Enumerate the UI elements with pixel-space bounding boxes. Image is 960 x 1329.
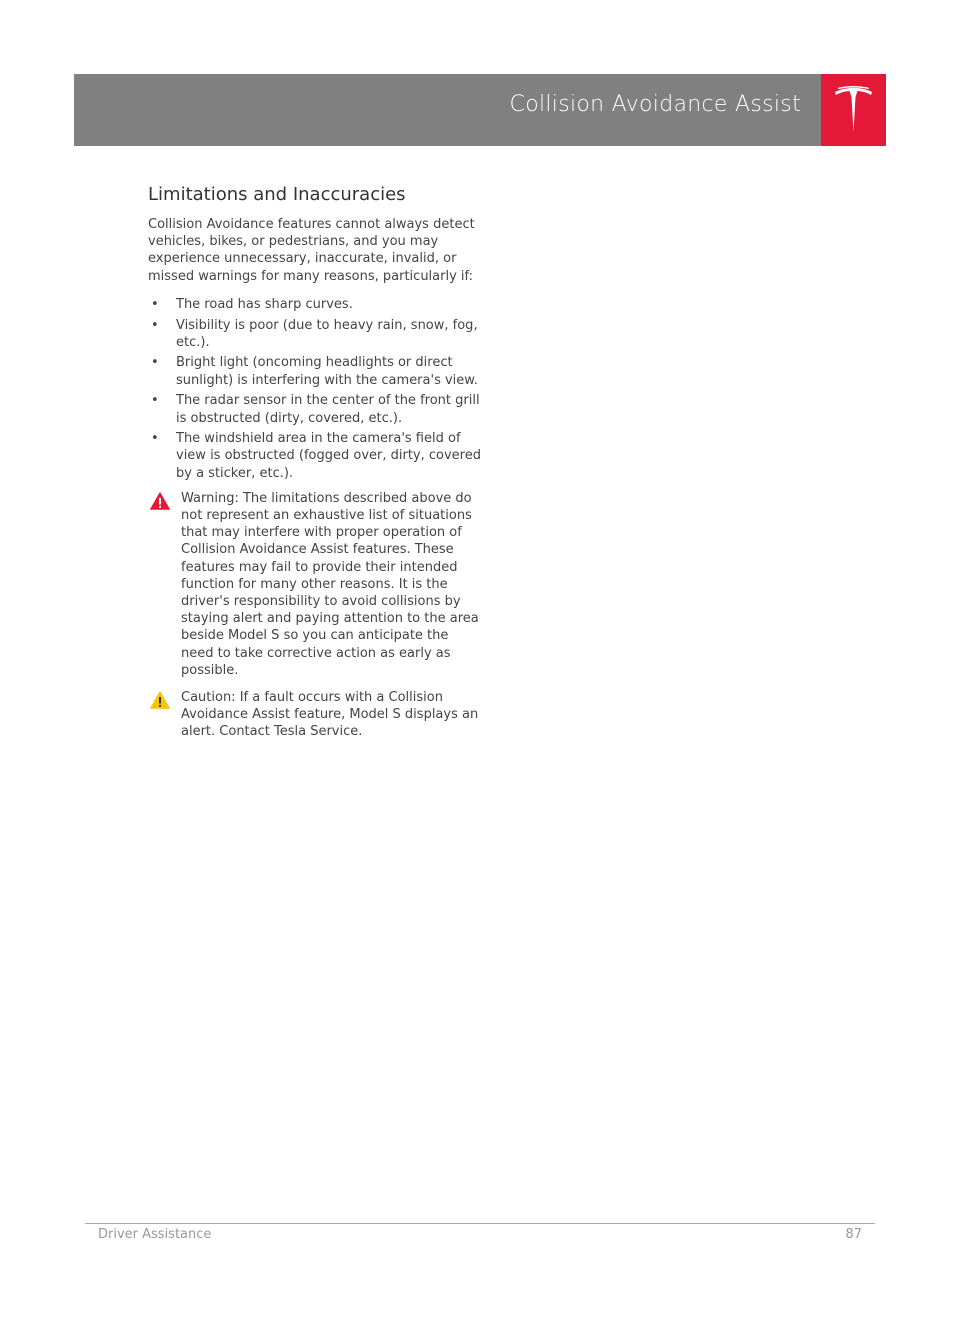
caution-notice bbox=[148, 689, 484, 741]
warning-notice bbox=[148, 490, 484, 679]
tesla-logo-icon bbox=[833, 86, 874, 134]
list-item-text: Bright light (oncoming headlights or direct sunlight) is interfering with the camera's view. bbox=[176, 355, 478, 388]
warning-triangle-icon bbox=[150, 492, 170, 510]
section-heading: Limitations and Inaccuracies bbox=[148, 184, 406, 205]
list-item-text: The radar sensor in the center of the front grill is obstructed (dirty, covered, etc.). bbox=[176, 393, 480, 426]
intro-paragraph: Collision Avoidance features cannot always detect vehicles, bikes, or pedestrians, and you may experience unnecessary, inaccurate, invalid, or missed warnings for many reasons, particularly if: bbox=[148, 217, 475, 284]
warning-text: Warning: The limitations described above do not represent an exhaustive list of situations that may interfere with proper operation of Collision Avoidance Assist features. These features may fail to provide their intended function for many other reasons. It is the driver's responsibility to avoid collisions by staying alert and paying attention to the area beside Model S so you can anticipate the need to take corrective action as early as possible. bbox=[181, 490, 479, 678]
list-item bbox=[148, 430, 484, 482]
bullet-glyph: • bbox=[151, 355, 159, 371]
bullet-glyph: • bbox=[151, 431, 159, 447]
bullet-glyph: • bbox=[151, 393, 159, 409]
bullet-glyph: • bbox=[151, 317, 159, 333]
caution-text: Caution: If a fault occurs with a Collision Avoidance Assist feature, Model S displays an alert. Contact Tesla Service. bbox=[181, 690, 479, 740]
header-bar bbox=[74, 74, 821, 146]
list-item bbox=[148, 354, 484, 388]
list-item-text: The road has sharp curves. bbox=[176, 296, 353, 312]
list-item-text: Visibility is poor (due to heavy rain, snow, fog, etc.). bbox=[176, 317, 478, 350]
footer-section-name: Driver Assistance bbox=[98, 1227, 212, 1242]
page-number: 87 bbox=[845, 1227, 862, 1242]
caution-triangle-icon bbox=[150, 691, 170, 709]
list-item bbox=[148, 317, 484, 351]
bullet-glyph: • bbox=[151, 296, 159, 312]
footer-divider bbox=[85, 1223, 875, 1224]
page-title: Collision Avoidance Assist bbox=[509, 92, 801, 117]
list-item bbox=[148, 392, 484, 426]
list-item bbox=[148, 296, 484, 313]
list-item-text: The windshield area in the camera's field of view is obstructed (fogged over, dirty, covered by a sticker, etc.). bbox=[176, 431, 481, 481]
main-content bbox=[148, 183, 484, 741]
logo-box bbox=[821, 74, 886, 146]
limitations-list bbox=[148, 296, 484, 482]
